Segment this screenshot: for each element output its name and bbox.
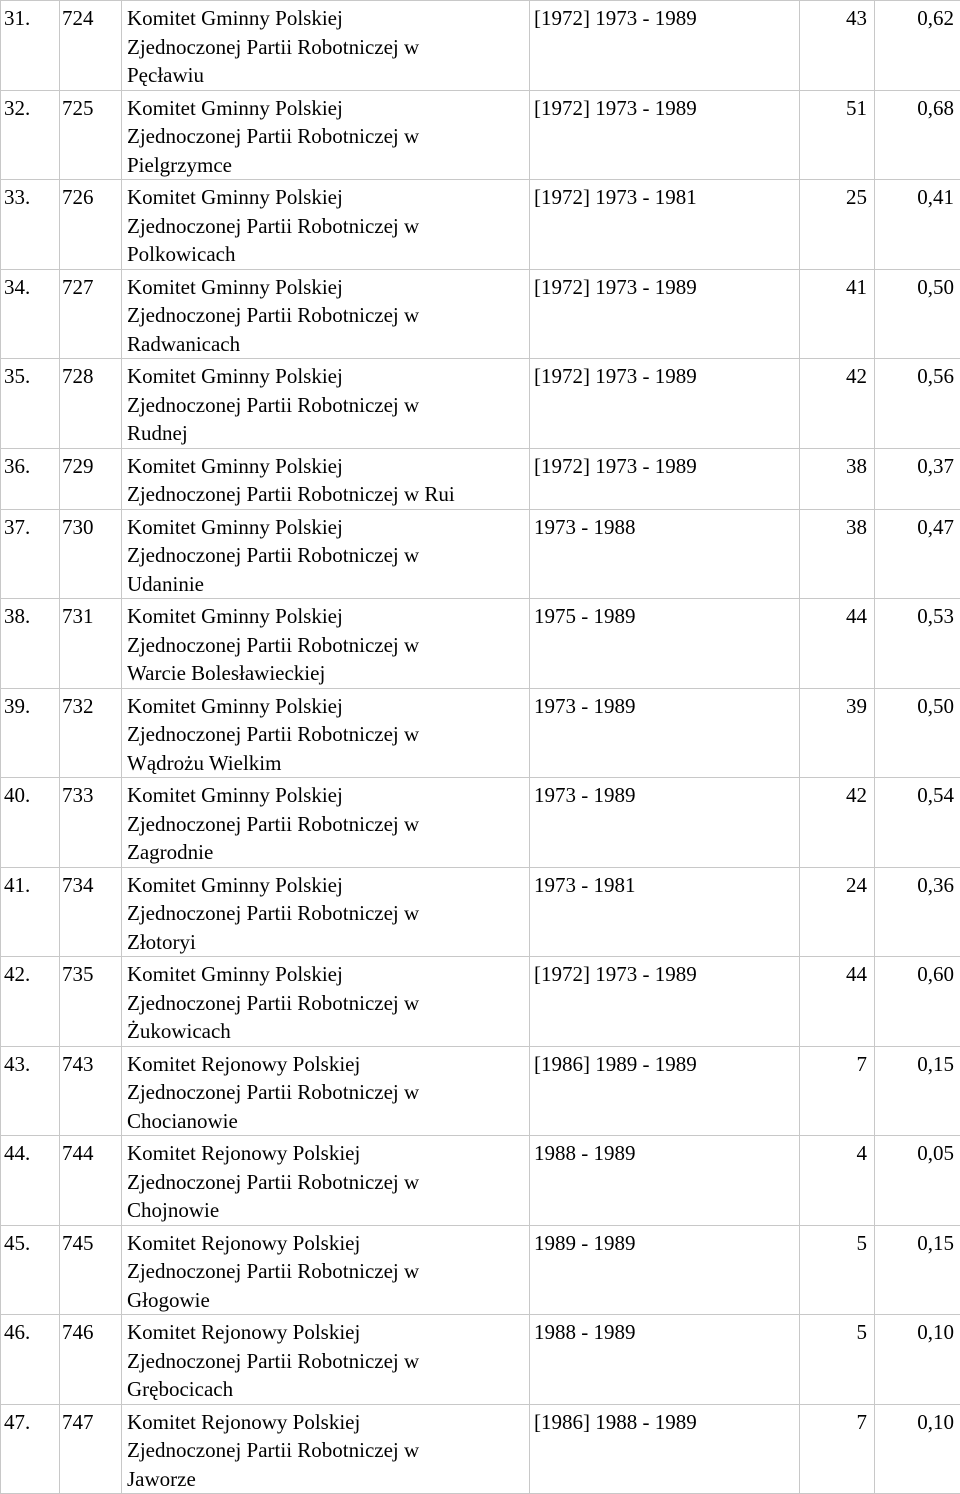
unit-name-cell: [122, 1404, 530, 1494]
unit-name-line: Chojnowie: [127, 1196, 529, 1225]
row-number-cell: 44.: [1, 1136, 60, 1226]
row-number-cell: 35.: [1, 359, 60, 449]
row-number-cell: 39.: [1, 688, 60, 778]
unit-name-cell: [122, 778, 530, 868]
unit-count-cell: 7: [800, 1046, 875, 1136]
date-range-cell: 1973 - 1989: [530, 778, 800, 868]
unit-count-cell: 44: [800, 599, 875, 689]
signature-cell: 745: [60, 1225, 122, 1315]
signature-cell: 746: [60, 1315, 122, 1405]
table-row: [1, 1136, 960, 1226]
row-number-cell: 32.: [1, 90, 60, 180]
signature-cell: 732: [60, 688, 122, 778]
unit-name-cell: [122, 1046, 530, 1136]
signature-cell: 747: [60, 1404, 122, 1494]
unit-count-cell: 5: [800, 1315, 875, 1405]
row-number-cell: 45.: [1, 1225, 60, 1315]
table-row: [1, 269, 960, 359]
date-range-cell: [1986] 1988 - 1989: [530, 1404, 800, 1494]
table-row: [1, 1046, 960, 1136]
unit-name-cell: [122, 359, 530, 449]
row-number-cell: 34.: [1, 269, 60, 359]
signature-cell: 727: [60, 269, 122, 359]
unit-name-line: Wądrożu Wielkim: [127, 749, 529, 778]
table-body: [1, 1, 960, 1494]
row-number-cell: 40.: [1, 778, 60, 868]
unit-name-cell: [122, 599, 530, 689]
shelf-meters-cell: 0,10: [875, 1404, 960, 1494]
unit-name-line: Zjednoczonej Partii Robotniczej w: [127, 541, 529, 570]
unit-name-cell: [122, 269, 530, 359]
date-range-cell: 1973 - 1981: [530, 867, 800, 957]
shelf-meters-cell: 0,05: [875, 1136, 960, 1226]
date-range-cell: [1972] 1973 - 1989: [530, 1, 800, 91]
unit-name-line: Chocianowie: [127, 1107, 529, 1136]
unit-name-cell: [122, 90, 530, 180]
date-range-cell: [1972] 1973 - 1989: [530, 269, 800, 359]
unit-name-line: Komitet Gminny Polskiej: [127, 273, 529, 302]
unit-count-cell: 38: [800, 509, 875, 599]
date-range-cell: 1988 - 1989: [530, 1315, 800, 1405]
unit-name-cell: [122, 180, 530, 270]
signature-cell: 735: [60, 957, 122, 1047]
row-number-cell: 33.: [1, 180, 60, 270]
signature-cell: 733: [60, 778, 122, 868]
unit-name-cell: [122, 448, 530, 509]
unit-name-line: Komitet Gminny Polskiej: [127, 94, 529, 123]
unit-name-line: Złotoryi: [127, 928, 529, 957]
unit-name-line: Rudnej: [127, 419, 529, 448]
unit-name-line: Grębocicach: [127, 1375, 529, 1404]
shelf-meters-cell: 0,53: [875, 599, 960, 689]
unit-count-cell: 41: [800, 269, 875, 359]
table-row: [1, 1, 960, 91]
unit-name-line: Polkowicach: [127, 240, 529, 269]
table-row: [1, 1225, 960, 1315]
unit-name-line: Pielgrzymce: [127, 151, 529, 180]
table-row: [1, 448, 960, 509]
unit-name-line: Jaworze: [127, 1465, 529, 1494]
unit-name-cell: [122, 867, 530, 957]
date-range-cell: [1972] 1973 - 1989: [530, 359, 800, 449]
unit-name-line: Radwanicach: [127, 330, 529, 359]
unit-count-cell: 44: [800, 957, 875, 1047]
date-range-cell: 1973 - 1988: [530, 509, 800, 599]
table-row: [1, 359, 960, 449]
signature-cell: 726: [60, 180, 122, 270]
row-number-cell: 41.: [1, 867, 60, 957]
shelf-meters-cell: 0,50: [875, 269, 960, 359]
signature-cell: 729: [60, 448, 122, 509]
unit-count-cell: 7: [800, 1404, 875, 1494]
unit-count-cell: 42: [800, 359, 875, 449]
row-number-cell: 43.: [1, 1046, 60, 1136]
unit-name-line: Komitet Rejonowy Polskiej: [127, 1050, 529, 1079]
unit-name-line: Zjednoczonej Partii Robotniczej w: [127, 1078, 529, 1107]
row-number-cell: 47.: [1, 1404, 60, 1494]
unit-name-line: Udaninie: [127, 570, 529, 599]
table-row: [1, 180, 960, 270]
table-row: [1, 867, 960, 957]
unit-name-line: Komitet Gminny Polskiej: [127, 452, 529, 481]
shelf-meters-cell: 0,15: [875, 1046, 960, 1136]
row-number-cell: 36.: [1, 448, 60, 509]
date-range-cell: [1972] 1973 - 1989: [530, 448, 800, 509]
table-row: [1, 599, 960, 689]
unit-name-line: Żukowicach: [127, 1017, 529, 1046]
unit-name-line: Zjednoczonej Partii Robotniczej w: [127, 1257, 529, 1286]
shelf-meters-cell: 0,47: [875, 509, 960, 599]
table-row: [1, 509, 960, 599]
unit-name-cell: [122, 1225, 530, 1315]
signature-cell: 724: [60, 1, 122, 91]
unit-name-line: Komitet Gminny Polskiej: [127, 871, 529, 900]
unit-name-line: Zagrodnie: [127, 838, 529, 867]
shelf-meters-cell: 0,54: [875, 778, 960, 868]
unit-name-cell: [122, 688, 530, 778]
unit-count-cell: 25: [800, 180, 875, 270]
unit-count-cell: 38: [800, 448, 875, 509]
shelf-meters-cell: 0,50: [875, 688, 960, 778]
signature-cell: 725: [60, 90, 122, 180]
unit-name-cell: [122, 957, 530, 1047]
unit-name-line: Komitet Gminny Polskiej: [127, 513, 529, 542]
unit-name-line: Zjednoczonej Partii Robotniczej w: [127, 720, 529, 749]
shelf-meters-cell: 0,36: [875, 867, 960, 957]
date-range-cell: 1975 - 1989: [530, 599, 800, 689]
table-row: [1, 957, 960, 1047]
date-range-cell: [1972] 1973 - 1989: [530, 90, 800, 180]
date-range-cell: [1972] 1973 - 1989: [530, 957, 800, 1047]
table-row: [1, 778, 960, 868]
row-number-cell: 42.: [1, 957, 60, 1047]
unit-name-line: Komitet Gminny Polskiej: [127, 692, 529, 721]
shelf-meters-cell: 0,15: [875, 1225, 960, 1315]
signature-cell: 743: [60, 1046, 122, 1136]
unit-name-line: Komitet Rejonowy Polskiej: [127, 1408, 529, 1437]
unit-name-line: Głogowie: [127, 1286, 529, 1315]
date-range-cell: 1988 - 1989: [530, 1136, 800, 1226]
unit-count-cell: 24: [800, 867, 875, 957]
date-range-cell: [1972] 1973 - 1981: [530, 180, 800, 270]
signature-cell: 728: [60, 359, 122, 449]
unit-count-cell: 51: [800, 90, 875, 180]
shelf-meters-cell: 0,56: [875, 359, 960, 449]
unit-name-line: Komitet Rejonowy Polskiej: [127, 1139, 529, 1168]
unit-name-line: Komitet Gminny Polskiej: [127, 602, 529, 631]
shelf-meters-cell: 0,62: [875, 1, 960, 91]
signature-cell: 731: [60, 599, 122, 689]
unit-name-line: Zjednoczonej Partii Robotniczej w: [127, 1436, 529, 1465]
unit-name-line: Zjednoczonej Partii Robotniczej w: [127, 212, 529, 241]
unit-count-cell: 5: [800, 1225, 875, 1315]
unit-name-cell: [122, 1315, 530, 1405]
shelf-meters-cell: 0,41: [875, 180, 960, 270]
unit-count-cell: 43: [800, 1, 875, 91]
table-row: [1, 1404, 960, 1494]
unit-name-line: Pęcławiu: [127, 61, 529, 90]
unit-name-line: Komitet Gminny Polskiej: [127, 960, 529, 989]
unit-name-line: Zjednoczonej Partii Robotniczej w: [127, 989, 529, 1018]
unit-name-line: Zjednoczonej Partii Robotniczej w: [127, 1347, 529, 1376]
unit-name-line: Komitet Gminny Polskiej: [127, 781, 529, 810]
unit-name-line: Komitet Gminny Polskiej: [127, 183, 529, 212]
unit-name-line: Zjednoczonej Partii Robotniczej w: [127, 631, 529, 660]
table-row: [1, 90, 960, 180]
signature-cell: 734: [60, 867, 122, 957]
unit-name-line: Zjednoczonej Partii Robotniczej w: [127, 301, 529, 330]
signature-cell: 730: [60, 509, 122, 599]
unit-name-line: Zjednoczonej Partii Robotniczej w Rui: [127, 480, 529, 509]
unit-name-line: Zjednoczonej Partii Robotniczej w: [127, 1168, 529, 1197]
unit-name-line: Komitet Gminny Polskiej: [127, 362, 529, 391]
shelf-meters-cell: 0,68: [875, 90, 960, 180]
date-range-cell: 1973 - 1989: [530, 688, 800, 778]
unit-name-line: Zjednoczonej Partii Robotniczej w: [127, 899, 529, 928]
row-number-cell: 31.: [1, 1, 60, 91]
unit-name-line: Zjednoczonej Partii Robotniczej w: [127, 33, 529, 62]
row-number-cell: 38.: [1, 599, 60, 689]
unit-name-cell: [122, 509, 530, 599]
unit-name-line: Zjednoczonej Partii Robotniczej w: [127, 810, 529, 839]
table-row: [1, 1315, 960, 1405]
unit-count-cell: 4: [800, 1136, 875, 1226]
shelf-meters-cell: 0,37: [875, 448, 960, 509]
unit-name-line: Zjednoczonej Partii Robotniczej w: [127, 391, 529, 420]
unit-count-cell: 42: [800, 778, 875, 868]
signature-cell: 744: [60, 1136, 122, 1226]
shelf-meters-cell: 0,10: [875, 1315, 960, 1405]
unit-name-line: Komitet Gminny Polskiej: [127, 4, 529, 33]
unit-count-cell: 39: [800, 688, 875, 778]
date-range-cell: 1989 - 1989: [530, 1225, 800, 1315]
table-row: [1, 688, 960, 778]
unit-name-cell: [122, 1136, 530, 1226]
row-number-cell: 37.: [1, 509, 60, 599]
date-range-cell: [1986] 1989 - 1989: [530, 1046, 800, 1136]
unit-name-line: Zjednoczonej Partii Robotniczej w: [127, 122, 529, 151]
unit-name-line: Komitet Rejonowy Polskiej: [127, 1229, 529, 1258]
shelf-meters-cell: 0,60: [875, 957, 960, 1047]
row-number-cell: 46.: [1, 1315, 60, 1405]
unit-name-line: Warcie Bolesławieckiej: [127, 659, 529, 688]
unit-name-line: Komitet Rejonowy Polskiej: [127, 1318, 529, 1347]
unit-name-cell: [122, 1, 530, 91]
